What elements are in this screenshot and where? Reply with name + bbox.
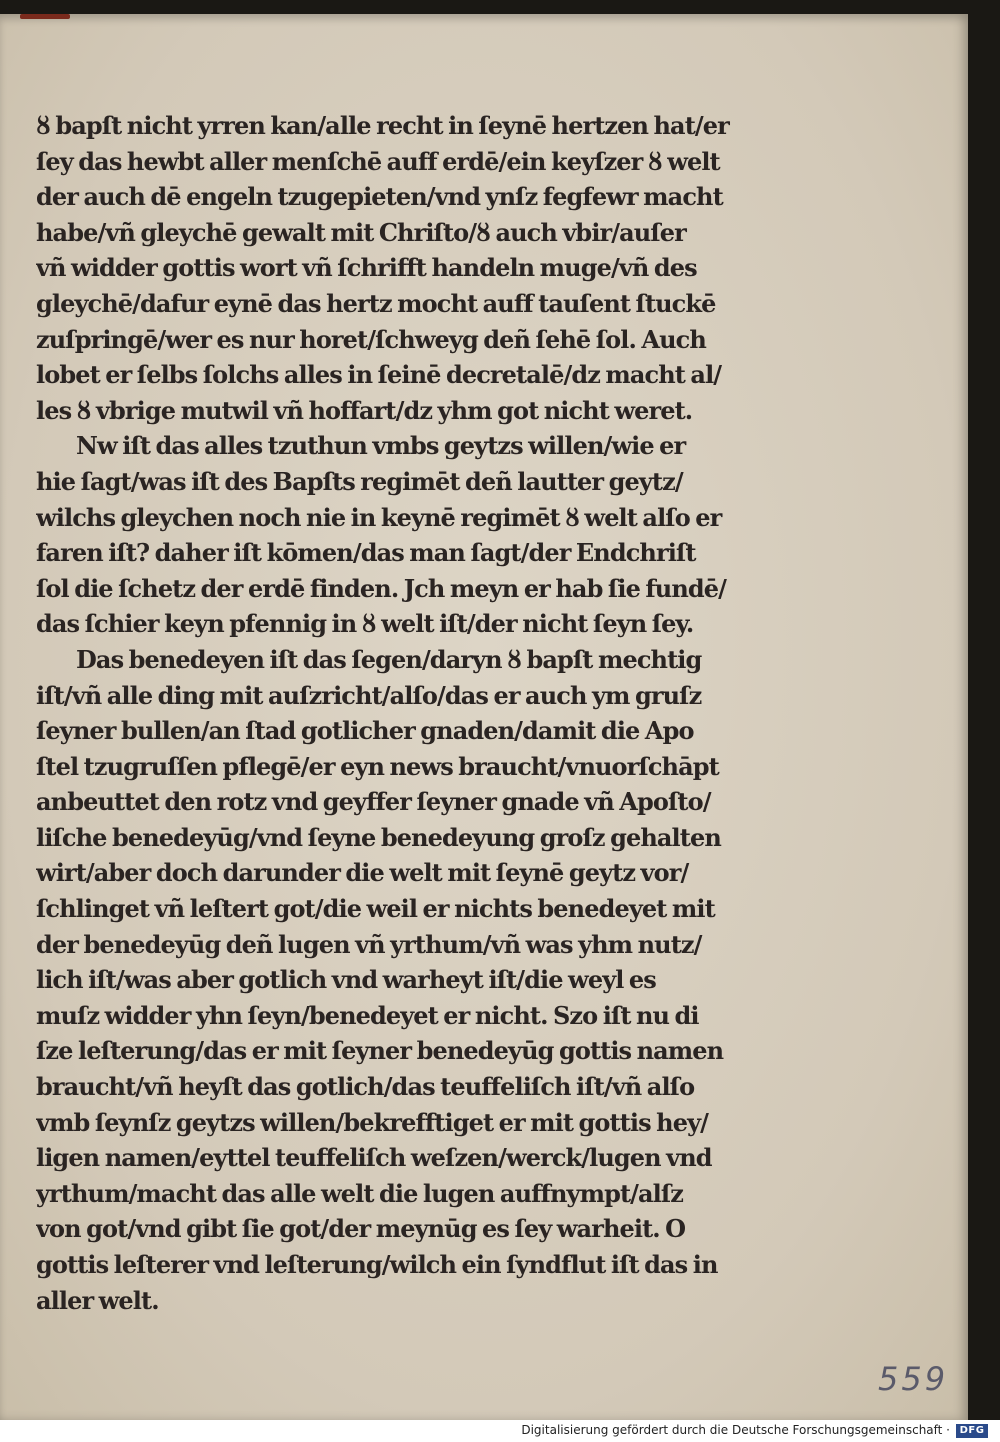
text-line: braucht/vñ heyſt das gotlich/das teuffeliſch iſt/vñ alſo	[36, 1072, 695, 1102]
text-line: ſeyner bullen/an ſtad gotlicher gnaden/damit die Apo	[36, 716, 694, 746]
binding-mark	[20, 14, 70, 19]
text-line: anbeuttet den rotz vnd geyffer ſeyner gnade vñ Apoſto/	[36, 787, 711, 817]
text-line: ſol die ſchetz der erdē finden. Jch meyn er hab ſie fundē/	[36, 573, 727, 603]
text-line: iſt/vñ alle ding mit auſzricht/alſo/das er auch ym gruſz	[36, 680, 702, 710]
text-line: ſchlinget vñ leſtert got/die weil er nichts benedeyet mit	[36, 894, 715, 924]
text-line: lobet er ſelbs ſolchs alles in ſeinē decretalē/dz macht al/	[36, 360, 722, 390]
text-line: ſey das hewbt aller menſchē auff erdē/ein keyſzer ȣ welt	[36, 146, 720, 176]
text-block	[36, 108, 776, 1318]
text-line: les ȣ vbrige mutwil vñ hoffart/dz yhm got nicht weret.	[36, 395, 693, 425]
text-line: yrthum/macht das alle welt die lugen auffnympt/alſz	[36, 1178, 684, 1208]
text-line: ȣ bapſt nicht yrren kan/alle recht in ſeynē hertzen hat/er	[36, 111, 729, 140]
text-line: wirt/aber doch darunder die welt mit ſeynē geytz vor/	[36, 858, 689, 888]
footer-credit: Digitalisierung gefördert durch die Deutsche Forschungsgemeinschaft ·	[521, 1423, 950, 1437]
text-line: habe/vñ gleychē gewalt mit Chriſto/ȣ auch vbir/auſer	[36, 217, 686, 247]
text-line: ſze leſterung/das er mit ſeyner benedeyūg gottis namen	[36, 1036, 724, 1066]
text-line: gottis leſterer vnd leſterung/wilch ein ſyndflut iſt das in	[36, 1250, 718, 1279]
text-line: liſche benedeyūg/vnd ſeyne benedeyung groſz gehalten	[36, 822, 721, 852]
text-line: lich iſt/was aber gotlich vnd warheyt iſt/die weyl es	[36, 965, 656, 995]
text-line: gleychē/dafur eynē das hertz mocht auff tauſent ſtuckē	[36, 288, 716, 318]
text-line: Nw iſt das alles tzuthun vmbs geytzs willen/wie er	[76, 431, 686, 461]
text-line: vñ widder gottis wort vñ ſchrifft handeln muge/vñ des	[36, 253, 697, 283]
text-line: muſz widder yhn ſeyn/benedeyet er nicht. Szo iſt nu di	[36, 1000, 699, 1030]
text-line: hie ſagt/was iſt des Bapſts regimēt deñ lautter geytz/	[36, 466, 683, 496]
folio-number: 559	[878, 1360, 949, 1398]
dfg-logo: DFG	[956, 1424, 988, 1438]
text-line: das ſchier keyn pfennig in ȣ welt iſt/der nicht ſeyn ſey.	[36, 609, 694, 639]
text-line: aller welt.	[36, 1285, 159, 1315]
book-page	[0, 14, 968, 1420]
text-line: von got/vnd gibt ſie got/der meynūg es ſey warheit. O	[36, 1214, 686, 1244]
text-line: wilchs gleychen noch nie in keynē regimēt ȣ welt alſo er	[36, 502, 722, 532]
text-line: der auch dē engeln tzugepieten/vnd ynſz fegfewr macht	[36, 182, 723, 212]
text-line: vmb ſeynſz geytzs willen/bekrefftiget er mit gottis hey/	[36, 1107, 708, 1137]
text-line: der benedeyūg deñ lugen vñ yrthum/vñ was yhm nutz/	[36, 929, 702, 959]
text-line: ſtel tzugruſſen pflegē/er eyn news braucht/vnuorſchāpt	[36, 751, 719, 781]
text-line: Das benedeyen iſt das ſegen/daryn ȣ bapſt mechtig	[76, 644, 702, 674]
text-line: ligen namen/eyttel teuffeliſch weſzen/werck/lugen vnd	[36, 1143, 712, 1173]
footer-bar	[0, 1420, 1000, 1442]
text-line: zuſpringē/wer es nur horet/ſchweyg deñ ſehē ſol. Auch	[36, 324, 706, 354]
text-line: faren iſt? daher iſt kōmen/das man ſagt/der Endchriſt	[36, 538, 696, 568]
